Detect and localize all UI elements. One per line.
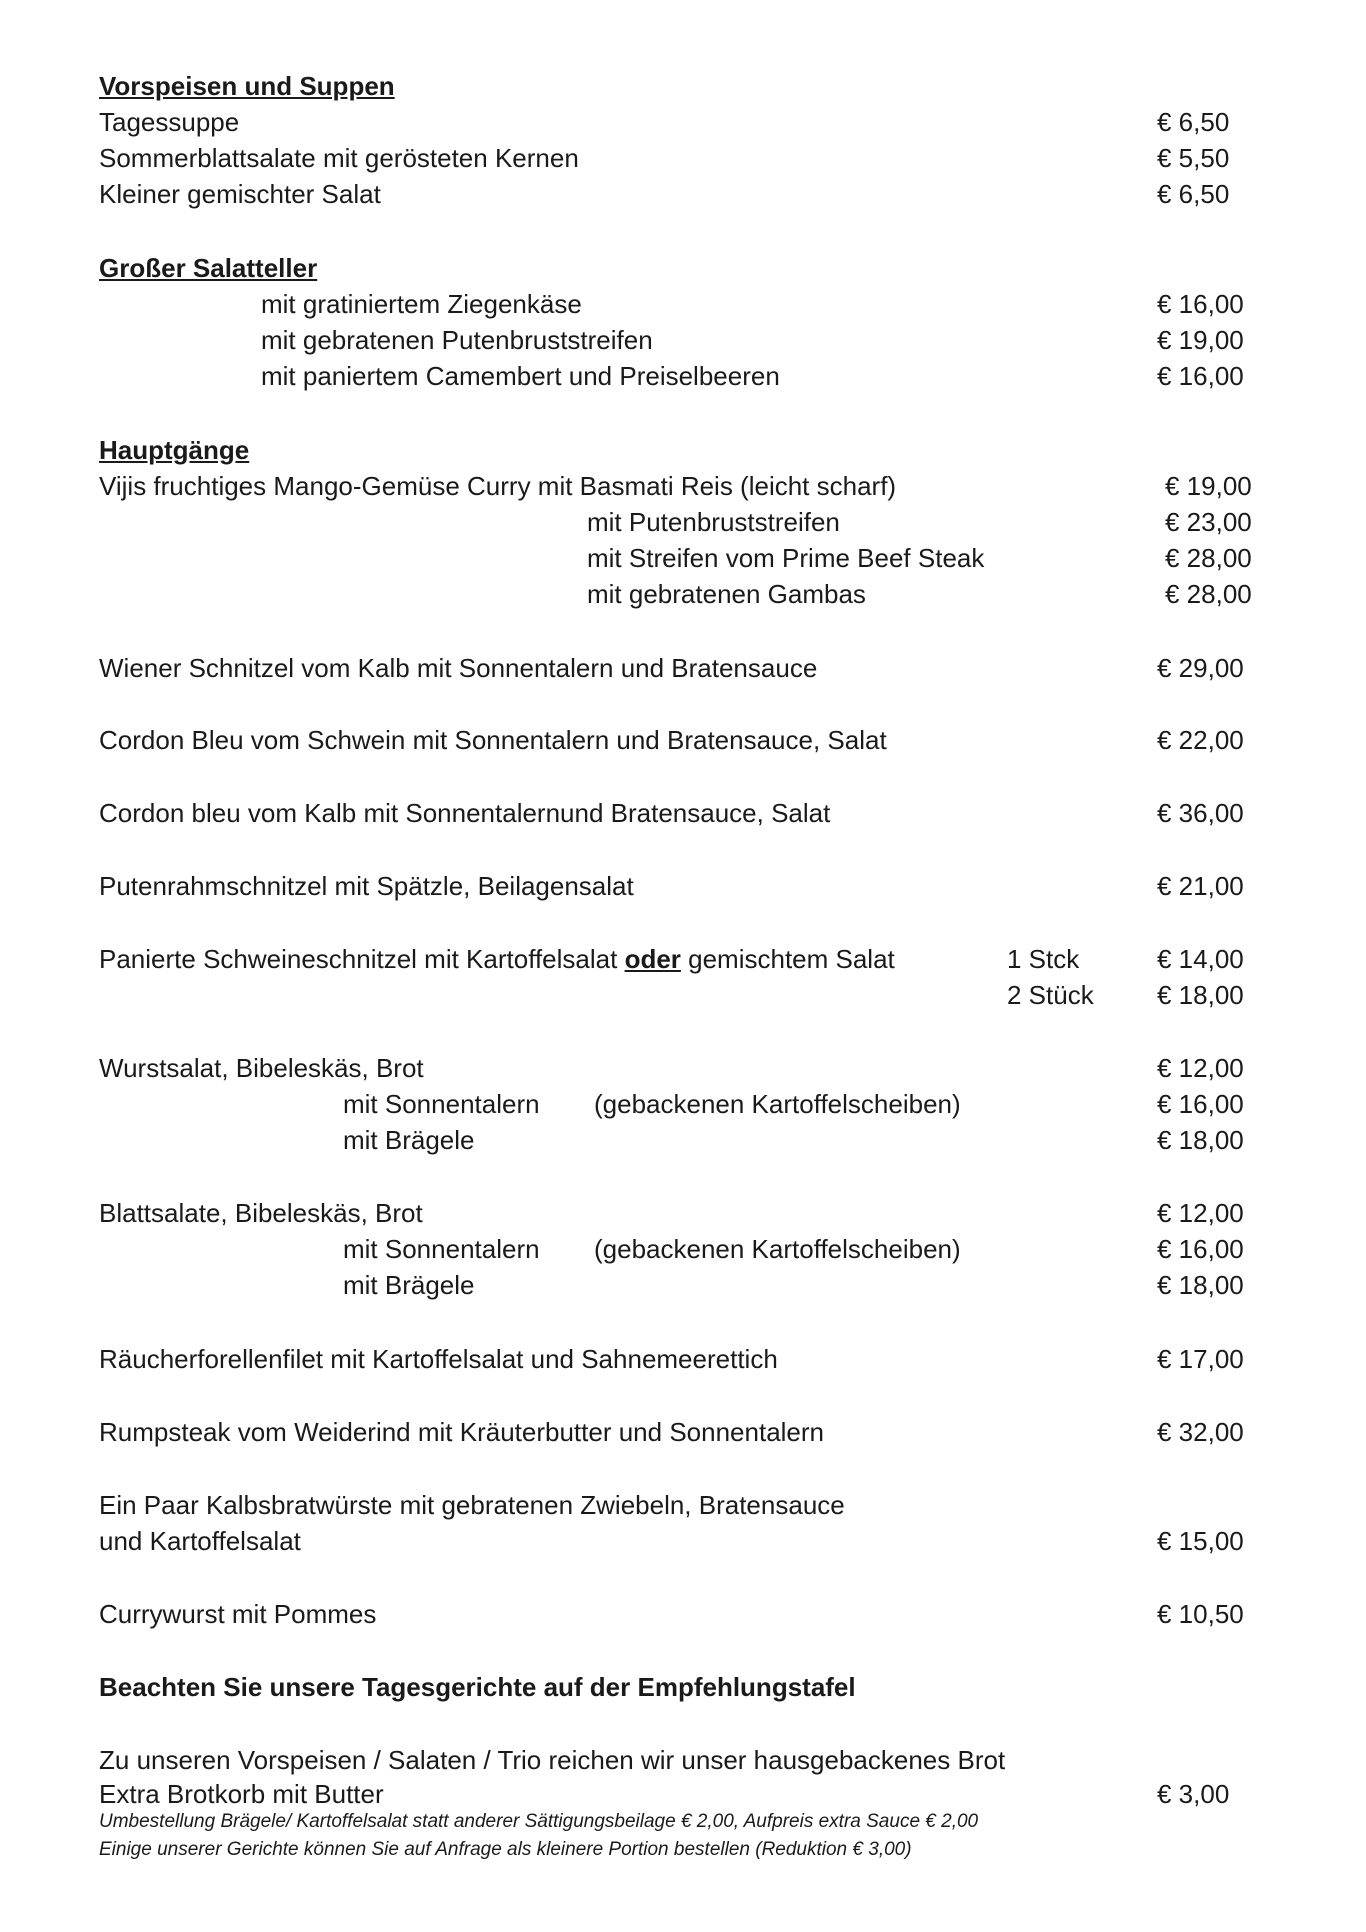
item-price: € 6,50 xyxy=(1157,107,1230,137)
menu-item xyxy=(99,795,1249,831)
item-name: Extra Brotkorb mit Butter xyxy=(99,1779,384,1809)
item-name: Cordon bleu vom Kalb mit Sonnentalernund Bratensauce, Salat xyxy=(99,798,831,828)
item-name: mit gebratenen Putenbruststreifen xyxy=(261,325,653,355)
item-name: Räucherforellenfilet mit Kartoffelsalat und Sahnemeerettich xyxy=(99,1344,778,1374)
menu-item-variant xyxy=(99,1086,1249,1122)
item-name: Sommerblattsalate mit gerösteten Kernen xyxy=(99,143,579,173)
menu-item xyxy=(99,868,1249,904)
item-name: mit paniertem Camembert und Preiselbeeren xyxy=(261,361,780,391)
menu-item-variant xyxy=(99,1267,1249,1303)
item-name: Wurstsalat, Bibeleskäs, Brot xyxy=(99,1053,424,1083)
item-price: € 12,00 xyxy=(1157,1198,1244,1228)
item-name: Wiener Schnitzel vom Kalb mit Sonnentalern und Bratensauce xyxy=(99,653,818,683)
menu-item xyxy=(99,1596,1249,1632)
variant-price: € 16,00 xyxy=(1157,1089,1244,1119)
item-price: € 16,00 xyxy=(1157,289,1244,319)
footer-note-2 xyxy=(99,1837,1249,1863)
note-text: Einige unserer Gerichte können Sie auf Anfrage als kleinere Portion bestellen (Reduktion € 3,00) xyxy=(99,1839,912,1860)
variant-name: mit gebratenen Gambas xyxy=(587,579,866,609)
item-price: € 36,00 xyxy=(1157,798,1244,828)
menu-item-curry xyxy=(99,468,1252,504)
variant-note: (gebackenen Kartoffelscheiben) xyxy=(594,1089,961,1119)
item-name-part: Panierte Schweineschnitzel mit Kartoffelsalat xyxy=(99,944,625,974)
menu-item-variant xyxy=(99,540,1252,576)
menu-item-variant xyxy=(99,1231,1249,1267)
item-name: Ein Paar Kalbsbratwürste mit gebratenen Zwiebeln, Bratensauce xyxy=(99,1490,845,1520)
variant-note: (gebackenen Kartoffelscheiben) xyxy=(594,1234,961,1264)
variant-price: € 16,00 xyxy=(1157,1234,1244,1264)
item-name: Tagessuppe xyxy=(99,107,240,137)
menu-item xyxy=(99,650,1249,686)
menu-item-variant xyxy=(99,1122,1249,1158)
variant-price: € 28,00 xyxy=(1165,543,1252,573)
item-price: € 16,00 xyxy=(1157,361,1244,391)
menu-item-blattsalate xyxy=(99,1195,1249,1231)
footer-text: Zu unseren Vorspeisen / Salaten / Trio reichen wir unser hausgebackenes Brot xyxy=(99,1745,1006,1775)
variant-name: mit Sonnentalern xyxy=(343,1089,540,1119)
item-name: Rumpsteak vom Weiderind mit Kräuterbutter und Sonnentalern xyxy=(99,1417,825,1447)
notice-text: Beachten Sie unsere Tagesgerichte auf der Empfehlungstafel xyxy=(99,1672,856,1702)
item-price: € 14,00 xyxy=(1157,944,1244,974)
menu-item xyxy=(99,322,1249,358)
variant-price: € 18,00 xyxy=(1157,1125,1244,1155)
menu-item xyxy=(99,104,1249,140)
menu-item-kalbsbratwurst xyxy=(99,1487,1249,1523)
variant-price: € 28,00 xyxy=(1165,579,1252,609)
section-heading-hauptgaenge xyxy=(99,432,1249,468)
item-price: € 22,00 xyxy=(1157,725,1244,755)
note-text: Umbestellung Brägele/ Kartoffelsalat statt anderer Sättigungsbeilage € 2,00, Aufpreis extra Sauce € 2,00 xyxy=(99,1811,979,1832)
menu-item xyxy=(99,286,1249,322)
menu-item-schnitzel xyxy=(99,941,1249,977)
item-quantity: 2 Stück xyxy=(1007,980,1094,1010)
footer-note-1 xyxy=(99,1809,1249,1835)
menu-item xyxy=(99,1414,1249,1450)
item-quantity: 1 Stck xyxy=(1007,944,1080,974)
menu-item-variant xyxy=(99,504,1252,540)
variant-name: mit Brägele xyxy=(343,1270,475,1300)
tagesgerichte-notice xyxy=(99,1669,1249,1705)
item-price: € 21,00 xyxy=(1157,871,1244,901)
footer-brot-line xyxy=(99,1742,1249,1778)
menu-item-kalbsbratwurst-2 xyxy=(99,1523,1249,1559)
item-name-cont: und Kartoffelsalat xyxy=(99,1526,301,1556)
menu-item-wurstsalat xyxy=(99,1050,1249,1086)
item-price: € 15,00 xyxy=(1157,1526,1244,1556)
heading-text: Großer Salatteller xyxy=(99,253,318,283)
item-name-oder: oder xyxy=(624,944,681,974)
variant-name: mit Sonnentalern xyxy=(343,1234,540,1264)
item-name xyxy=(99,941,895,977)
item-name-part: gemischtem Salat xyxy=(680,944,895,974)
menu-item xyxy=(99,358,1249,394)
variant-name: mit Putenbruststreifen xyxy=(587,507,840,537)
menu-item xyxy=(99,176,1249,212)
menu-item-variant xyxy=(99,576,1252,612)
footer-brotkorb xyxy=(99,1776,1249,1812)
item-price: € 6,50 xyxy=(1157,179,1230,209)
variant-price: € 18,00 xyxy=(1157,1270,1244,1300)
variant-price: € 23,00 xyxy=(1165,507,1252,537)
item-price: € 19,00 xyxy=(1157,325,1244,355)
item-price: € 19,00 xyxy=(1165,471,1252,501)
item-name: Cordon Bleu vom Schwein mit Sonnentalern und Bratensauce, Salat xyxy=(99,725,887,755)
item-price: € 17,00 xyxy=(1157,1344,1244,1374)
item-price: € 5,50 xyxy=(1157,143,1230,173)
menu-item xyxy=(99,140,1249,176)
item-name: Putenrahmschnitzel mit Spätzle, Beilagensalat xyxy=(99,871,634,901)
item-name: Blattsalate, Bibeleskäs, Brot xyxy=(99,1198,423,1228)
menu-item xyxy=(99,722,1249,758)
item-name: Vijis fruchtiges Mango-Gemüse Curry mit Basmati Reis (leicht scharf) xyxy=(99,471,897,501)
item-price: € 18,00 xyxy=(1157,980,1244,1010)
section-heading-vorspeisen xyxy=(99,68,1249,104)
variant-name: mit Streifen vom Prime Beef Steak xyxy=(587,543,985,573)
item-name: Currywurst mit Pommes xyxy=(99,1599,377,1629)
item-price: € 10,50 xyxy=(1157,1599,1244,1629)
item-price: € 32,00 xyxy=(1157,1417,1244,1447)
item-price: € 12,00 xyxy=(1157,1053,1244,1083)
item-name: mit gratiniertem Ziegenkäse xyxy=(261,289,582,319)
item-price: € 29,00 xyxy=(1157,653,1244,683)
item-price: € 3,00 xyxy=(1157,1779,1230,1809)
menu-item xyxy=(99,1341,1249,1377)
section-heading-salatteller xyxy=(99,250,1249,286)
variant-name: mit Brägele xyxy=(343,1125,475,1155)
menu-item-schnitzel-2 xyxy=(99,977,1249,1013)
heading-text: Hauptgänge xyxy=(99,435,250,465)
item-name: Kleiner gemischter Salat xyxy=(99,179,381,209)
heading-text: Vorspeisen und Suppen xyxy=(99,71,395,101)
